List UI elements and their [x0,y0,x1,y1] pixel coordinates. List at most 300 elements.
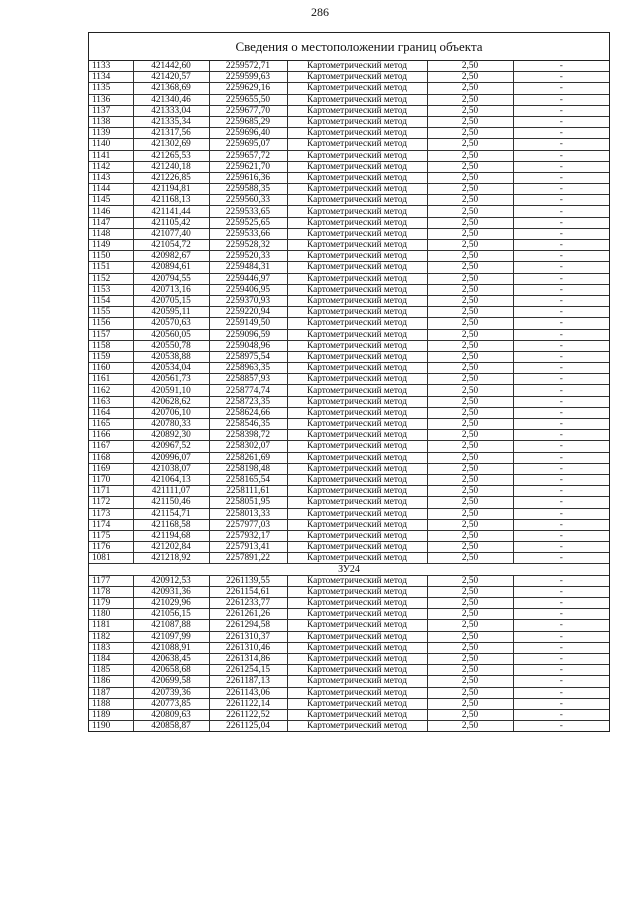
table-row [89,419,609,430]
accuracy-cell: 2,50 [427,128,513,139]
method-cell: Картометрический метод [287,116,427,127]
y-coordinate-cell: 2258013,33 [209,508,287,519]
x-coordinate-cell: 421240,18 [133,161,209,172]
x-coordinate-cell: 420773,85 [133,698,209,709]
table-row [89,195,609,206]
y-coordinate-cell: 2261143,06 [209,687,287,698]
note-cell: - [513,486,609,497]
point-number-cell: 1155 [89,307,133,318]
accuracy-cell: 2,50 [427,273,513,284]
accuracy-cell: 2,50 [427,363,513,374]
note-cell: - [513,642,609,653]
x-coordinate-cell: 420894,61 [133,262,209,273]
note-cell: - [513,228,609,239]
method-cell: Картометрический метод [287,206,427,217]
x-coordinate-cell: 420809,63 [133,709,209,720]
y-coordinate-cell: 2258857,93 [209,374,287,385]
section-header-row [89,564,609,575]
accuracy-cell: 2,50 [427,195,513,206]
table-row [89,542,609,553]
accuracy-cell: 2,50 [427,374,513,385]
method-cell: Картометрический метод [287,161,427,172]
x-coordinate-cell: 421202,84 [133,542,209,553]
x-coordinate-cell: 421064,13 [133,474,209,485]
x-coordinate-cell: 421141,44 [133,206,209,217]
accuracy-cell: 2,50 [427,72,513,83]
table-row [89,206,609,217]
point-number-cell: 1177 [89,575,133,586]
method-cell: Картометрический метод [287,139,427,150]
table-row [89,665,609,676]
table-row [89,721,609,732]
point-number-cell: 1175 [89,530,133,541]
y-coordinate-cell: 2261125,04 [209,721,287,732]
x-coordinate-cell: 421077,40 [133,228,209,239]
x-coordinate-cell: 420706,10 [133,407,209,418]
point-number-cell: 1174 [89,519,133,530]
y-coordinate-cell: 2258975,54 [209,351,287,362]
x-coordinate-cell: 421168,13 [133,195,209,206]
x-coordinate-cell: 421087,88 [133,620,209,631]
note-cell: - [513,396,609,407]
y-coordinate-cell: 2258111,61 [209,486,287,497]
x-coordinate-cell: 420705,15 [133,295,209,306]
note-cell: - [513,83,609,94]
accuracy-cell: 2,50 [427,620,513,631]
note-cell: - [513,61,609,72]
point-number-cell: 1163 [89,396,133,407]
note-cell: - [513,351,609,362]
accuracy-cell: 2,50 [427,463,513,474]
x-coordinate-cell: 421111,07 [133,486,209,497]
note-cell: - [513,172,609,183]
table-row [89,273,609,284]
point-number-cell: 1152 [89,273,133,284]
point-number-cell: 1140 [89,139,133,150]
x-coordinate-cell: 420595,11 [133,307,209,318]
point-number-cell: 1159 [89,351,133,362]
method-cell: Картометрический метод [287,586,427,597]
note-cell: - [513,665,609,676]
x-coordinate-cell: 420982,67 [133,251,209,262]
x-coordinate-cell: 420996,07 [133,452,209,463]
table-row [89,620,609,631]
y-coordinate-cell: 2259685,29 [209,116,287,127]
table-row [89,586,609,597]
table-row [89,698,609,709]
x-coordinate-cell: 421226,85 [133,172,209,183]
table-row [89,363,609,374]
note-cell: - [513,262,609,273]
y-coordinate-cell: 2259677,70 [209,105,287,116]
accuracy-cell: 2,50 [427,139,513,150]
table-row [89,161,609,172]
method-cell: Картометрический метод [287,172,427,183]
note-cell: - [513,128,609,139]
note-cell: - [513,385,609,396]
table-row [89,430,609,441]
note-cell: - [513,709,609,720]
method-cell: Картометрический метод [287,631,427,642]
table-row [89,709,609,720]
table-row [89,61,609,72]
method-cell: Картометрический метод [287,128,427,139]
method-cell: Картометрический метод [287,150,427,161]
x-coordinate-cell: 421218,92 [133,553,209,564]
accuracy-cell: 2,50 [427,284,513,295]
point-number-cell: 1134 [89,72,133,83]
accuracy-cell: 2,50 [427,687,513,698]
point-number-cell: 1141 [89,150,133,161]
note-cell: - [513,217,609,228]
point-number-cell: 1176 [89,542,133,553]
x-coordinate-cell: 420628,62 [133,396,209,407]
accuracy-cell: 2,50 [427,407,513,418]
method-cell: Картометрический метод [287,340,427,351]
accuracy-cell: 2,50 [427,642,513,653]
table-row [89,553,609,564]
method-cell: Картометрический метод [287,463,427,474]
accuracy-cell: 2,50 [427,161,513,172]
table-row [89,217,609,228]
table-row [89,262,609,273]
note-cell: - [513,195,609,206]
accuracy-cell: 2,50 [427,676,513,687]
point-number-cell: 1182 [89,631,133,642]
accuracy-cell: 2,50 [427,419,513,430]
y-coordinate-cell: 2259220,94 [209,307,287,318]
table-row [89,105,609,116]
table-row [89,631,609,642]
accuracy-cell: 2,50 [427,508,513,519]
accuracy-cell: 2,50 [427,105,513,116]
y-coordinate-cell: 2261187,13 [209,676,287,687]
accuracy-cell: 2,50 [427,94,513,105]
y-coordinate-cell: 2259520,33 [209,251,287,262]
table-row [89,83,609,94]
method-cell: Картометрический метод [287,553,427,564]
y-coordinate-cell: 2258723,35 [209,396,287,407]
table-row [89,463,609,474]
table-row [89,452,609,463]
x-coordinate-cell: 421154,71 [133,508,209,519]
method-cell: Картометрический метод [287,721,427,732]
accuracy-cell: 2,50 [427,486,513,497]
point-number-cell: 1148 [89,228,133,239]
method-cell: Картометрический метод [287,519,427,530]
note-cell: - [513,150,609,161]
y-coordinate-cell: 2259599,63 [209,72,287,83]
method-cell: Картометрический метод [287,598,427,609]
note-cell: - [513,542,609,553]
point-number-cell: 1170 [89,474,133,485]
note-cell: - [513,329,609,340]
accuracy-cell: 2,50 [427,329,513,340]
note-cell: - [513,508,609,519]
method-cell: Картометрический метод [287,687,427,698]
table-row [89,609,609,620]
note-cell: - [513,318,609,329]
point-number-cell: 1151 [89,262,133,273]
x-coordinate-cell: 420570,63 [133,318,209,329]
x-coordinate-cell: 420550,78 [133,340,209,351]
x-coordinate-cell: 420638,45 [133,653,209,664]
note-cell: - [513,631,609,642]
accuracy-cell: 2,50 [427,452,513,463]
x-coordinate-cell: 420699,58 [133,676,209,687]
table-row [89,240,609,251]
table-row [89,519,609,530]
table-row [89,687,609,698]
point-number-cell: 1158 [89,340,133,351]
table-row [89,575,609,586]
note-cell: - [513,72,609,83]
method-cell: Картометрический метод [287,419,427,430]
note-cell: - [513,340,609,351]
x-coordinate-cell: 421054,72 [133,240,209,251]
point-number-cell: 1189 [89,709,133,720]
accuracy-cell: 2,50 [427,709,513,720]
y-coordinate-cell: 2258624,66 [209,407,287,418]
section-label: ЗУ24 [89,564,609,575]
y-coordinate-cell: 2257913,41 [209,542,287,553]
method-cell: Картометрический метод [287,508,427,519]
table-row [89,396,609,407]
table-row [89,374,609,385]
table-row [89,340,609,351]
note-cell: - [513,295,609,306]
note-cell: - [513,139,609,150]
accuracy-cell: 2,50 [427,519,513,530]
accuracy-cell: 2,50 [427,295,513,306]
note-cell: - [513,273,609,284]
method-cell: Картометрический метод [287,474,427,485]
x-coordinate-cell: 420560,05 [133,329,209,340]
note-cell: - [513,676,609,687]
y-coordinate-cell: 2259528,32 [209,240,287,251]
point-number-cell: 1166 [89,430,133,441]
method-cell: Картометрический метод [287,653,427,664]
method-cell: Картометрический метод [287,430,427,441]
table-row [89,642,609,653]
method-cell: Картометрический метод [287,72,427,83]
method-cell: Картометрический метод [287,676,427,687]
point-number-cell: 1173 [89,508,133,519]
accuracy-cell: 2,50 [427,262,513,273]
accuracy-cell: 2,50 [427,385,513,396]
y-coordinate-cell: 2259048,96 [209,340,287,351]
accuracy-cell: 2,50 [427,665,513,676]
y-coordinate-cell: 2259621,70 [209,161,287,172]
table-row [89,307,609,318]
note-cell: - [513,721,609,732]
note-cell: - [513,575,609,586]
point-number-cell: 1168 [89,452,133,463]
point-number-cell: 1187 [89,687,133,698]
table-row [89,441,609,452]
y-coordinate-cell: 2259484,31 [209,262,287,273]
table-row [89,184,609,195]
accuracy-cell: 2,50 [427,430,513,441]
point-number-cell: 1184 [89,653,133,664]
note-cell: - [513,463,609,474]
accuracy-cell: 2,50 [427,172,513,183]
table-row [89,407,609,418]
y-coordinate-cell: 2261154,61 [209,586,287,597]
y-coordinate-cell: 2258261,69 [209,452,287,463]
method-cell: Картометрический метод [287,452,427,463]
point-number-cell: 1169 [89,463,133,474]
y-coordinate-cell: 2259657,72 [209,150,287,161]
table-row [89,653,609,664]
y-coordinate-cell: 2257977,03 [209,519,287,530]
table-row [89,530,609,541]
method-cell: Картометрический метод [287,61,427,72]
point-number-cell: 1150 [89,251,133,262]
note-cell: - [513,105,609,116]
method-cell: Картометрический метод [287,307,427,318]
note-cell: - [513,497,609,508]
x-coordinate-cell: 421420,57 [133,72,209,83]
point-number-cell: 1133 [89,61,133,72]
point-number-cell: 1156 [89,318,133,329]
table-row [89,474,609,485]
point-number-cell: 1164 [89,407,133,418]
y-coordinate-cell: 2261310,46 [209,642,287,653]
x-coordinate-cell: 421368,69 [133,83,209,94]
y-coordinate-cell: 2259695,07 [209,139,287,150]
accuracy-cell: 2,50 [427,340,513,351]
table-row [89,172,609,183]
x-coordinate-cell: 421265,53 [133,150,209,161]
point-number-cell: 1165 [89,419,133,430]
table-row [89,329,609,340]
accuracy-cell: 2,50 [427,184,513,195]
note-cell: - [513,430,609,441]
point-number-cell: 1171 [89,486,133,497]
method-cell: Картометрический метод [287,273,427,284]
table-row [89,284,609,295]
method-cell: Картометрический метод [287,642,427,653]
point-number-cell: 1178 [89,586,133,597]
y-coordinate-cell: 2259533,65 [209,206,287,217]
x-coordinate-cell: 421097,99 [133,631,209,642]
x-coordinate-cell: 421333,04 [133,105,209,116]
y-coordinate-cell: 2259696,40 [209,128,287,139]
point-number-cell: 1183 [89,642,133,653]
accuracy-cell: 2,50 [427,721,513,732]
method-cell: Картометрический метод [287,262,427,273]
note-cell: - [513,452,609,463]
table-row [89,150,609,161]
table-row [89,385,609,396]
y-coordinate-cell: 2259655,50 [209,94,287,105]
accuracy-cell: 2,50 [427,251,513,262]
note-cell: - [513,474,609,485]
y-coordinate-cell: 2261233,77 [209,598,287,609]
x-coordinate-cell: 420892,30 [133,430,209,441]
note-cell: - [513,419,609,430]
note-cell: - [513,184,609,195]
method-cell: Картометрический метод [287,407,427,418]
x-coordinate-cell: 420538,88 [133,351,209,362]
point-number-cell: 1167 [89,441,133,452]
table-row [89,497,609,508]
point-number-cell: 1172 [89,497,133,508]
method-cell: Картометрический метод [287,217,427,228]
point-number-cell: 1138 [89,116,133,127]
point-number-cell: 1154 [89,295,133,306]
point-number-cell: 1181 [89,620,133,631]
method-cell: Картометрический метод [287,698,427,709]
y-coordinate-cell: 2259149,50 [209,318,287,329]
y-coordinate-cell: 2259525,65 [209,217,287,228]
point-number-cell: 1145 [89,195,133,206]
y-coordinate-cell: 2258302,07 [209,441,287,452]
point-number-cell: 1139 [89,128,133,139]
y-coordinate-cell: 2261139,55 [209,575,287,586]
coordinates-table [89,61,609,731]
x-coordinate-cell: 421168,58 [133,519,209,530]
y-coordinate-cell: 2261314,86 [209,653,287,664]
x-coordinate-cell: 420739,36 [133,687,209,698]
point-number-cell: 1160 [89,363,133,374]
x-coordinate-cell: 421442,60 [133,61,209,72]
point-number-cell: 1186 [89,676,133,687]
y-coordinate-cell: 2261122,14 [209,698,287,709]
accuracy-cell: 2,50 [427,351,513,362]
table-row [89,676,609,687]
method-cell: Картометрический метод [287,240,427,251]
method-cell: Картометрический метод [287,620,427,631]
note-cell: - [513,374,609,385]
y-coordinate-cell: 2259629,16 [209,83,287,94]
x-coordinate-cell: 420858,87 [133,721,209,732]
accuracy-cell: 2,50 [427,217,513,228]
y-coordinate-cell: 2259096,59 [209,329,287,340]
accuracy-cell: 2,50 [427,497,513,508]
point-number-cell: 1136 [89,94,133,105]
table-row [89,508,609,519]
point-number-cell: 1149 [89,240,133,251]
y-coordinate-cell: 2259370,93 [209,295,287,306]
y-coordinate-cell: 2261254,15 [209,665,287,676]
method-cell: Картометрический метод [287,374,427,385]
accuracy-cell: 2,50 [427,586,513,597]
method-cell: Картометрический метод [287,94,427,105]
accuracy-cell: 2,50 [427,575,513,586]
accuracy-cell: 2,50 [427,553,513,564]
note-cell: - [513,206,609,217]
method-cell: Картометрический метод [287,575,427,586]
method-cell: Картометрический метод [287,542,427,553]
method-cell: Картометрический метод [287,105,427,116]
y-coordinate-cell: 2257891,22 [209,553,287,564]
accuracy-cell: 2,50 [427,307,513,318]
y-coordinate-cell: 2261294,58 [209,620,287,631]
method-cell: Картометрический метод [287,396,427,407]
note-cell: - [513,307,609,318]
point-number-cell: 1147 [89,217,133,228]
method-cell: Картометрический метод [287,497,427,508]
x-coordinate-cell: 420794,55 [133,273,209,284]
x-coordinate-cell: 420780,33 [133,419,209,430]
x-coordinate-cell: 421340,46 [133,94,209,105]
y-coordinate-cell: 2258546,35 [209,419,287,430]
x-coordinate-cell: 420967,52 [133,441,209,452]
x-coordinate-cell: 420591,10 [133,385,209,396]
method-cell: Картометрический метод [287,441,427,452]
